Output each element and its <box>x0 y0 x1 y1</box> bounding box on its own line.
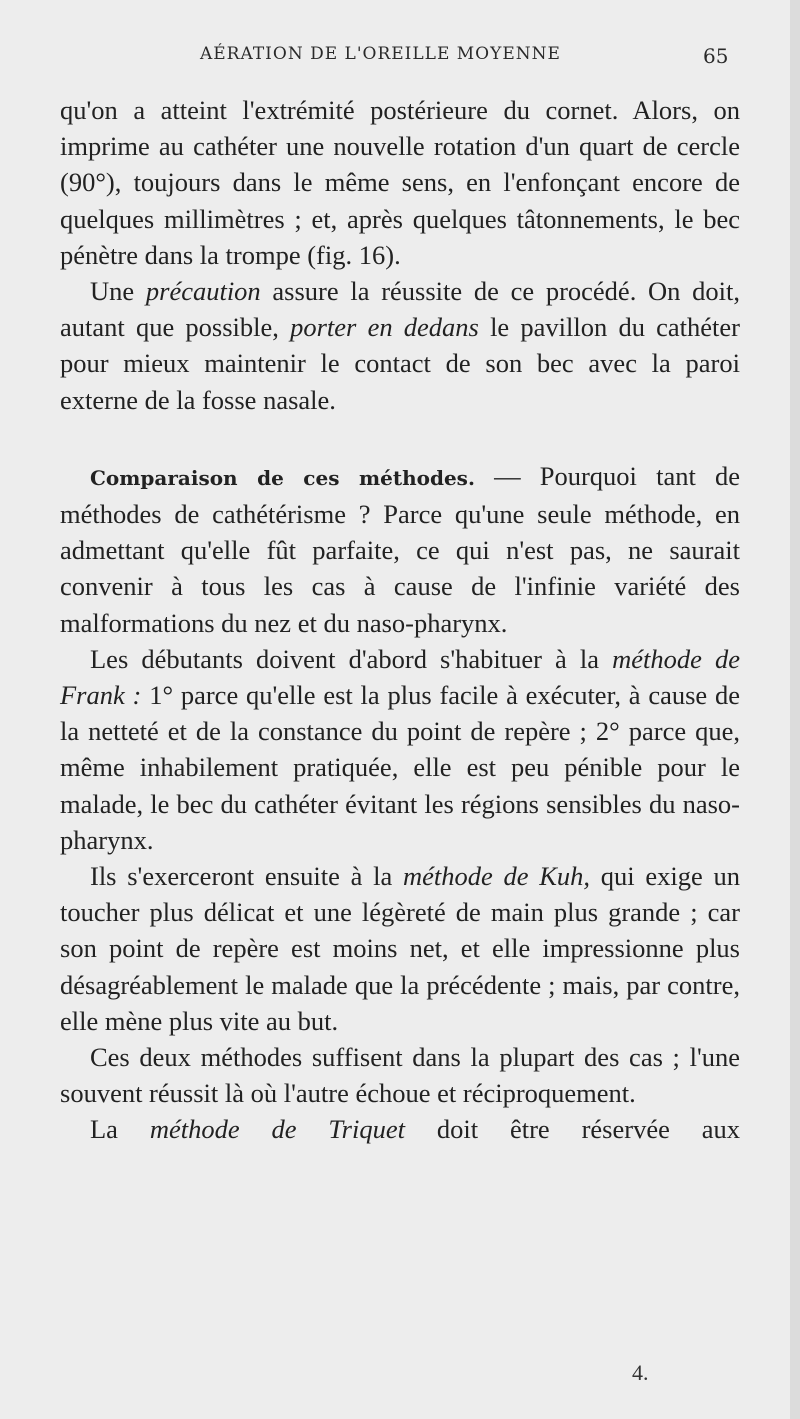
paragraph-1: qu'on a atteint l'extrémité postérieure du cornet. Alors, on imprime au cathéter une nouvelle rotation d'un quart de cercle (90°), toujours dans le même sens, en l'enfonçant encore de quelques millimètres ; et, après quelques tâtonnements, le bec pénètre dans la trompe (fig. 16). <box>60 95 740 270</box>
text-run: 1° parce qu'elle est la plus facile à exécuter, à cause de la netteté et de la constance du point de repère ; 2° parce que, même inhabilement pratiquée, elle est peu pénible pour le malade, le bec du cathéter évitant les régions sensibles du naso-pharynx. <box>60 680 740 855</box>
text-run: qui exige un toucher plus délicat et une légèreté de main plus grande ; car son point de repère est moins net, et elle impressionne plus désagréablement le malade que la précédente ; mais, par contre, elle mène plus vite au but. <box>60 861 740 1036</box>
text-run: le pavillon du cathéter pour mieux maintenir le contact de son bec avec la paroi externe de la fosse nasale. <box>60 312 740 415</box>
paragraph-4 <box>60 641 740 858</box>
body-text <box>60 92 740 1148</box>
emphasis: méthode de Kuh, <box>403 861 591 892</box>
emphasis: méthode de Frank : <box>60 643 740 711</box>
text-run: Les débutants doivent d'abord s'habituer à la <box>90 643 613 674</box>
paragraph-3 <box>60 458 740 641</box>
signature-mark: 4. <box>632 1360 649 1385</box>
page-number: 65 <box>703 44 729 68</box>
emphasis: porter en dedans <box>290 312 479 343</box>
text-run: — Pourquoi tant de méthodes de cathétérisme ? Parce qu'une seule méthode, en admettant qu'elle fût parfaite, ce qui n'est pas, ne saurait convenir à tous les cas à cause de l'infinie variété des malformations du nez et du naso-pharynx. <box>60 460 740 638</box>
text-run: doit être réservée aux <box>404 1114 740 1145</box>
section-heading: Comparaison de ces méthodes. <box>90 465 475 490</box>
paragraph-2 <box>60 273 740 418</box>
emphasis: précaution <box>145 276 261 307</box>
paragraph-5 <box>60 858 740 1039</box>
emphasis: méthode de Triquet <box>149 1114 405 1145</box>
paragraph-7 <box>60 1111 740 1147</box>
section-spacer <box>60 418 740 458</box>
text-run: La <box>90 1114 150 1145</box>
paragraph-6: Ces deux méthodes suffisent dans la plupart des cas ; l'une souvent réussit là où l'autre échoue et réciproquement. <box>60 1042 740 1109</box>
text-run: Une <box>90 276 146 307</box>
running-head: AÉRATION DE L'OREILLE MOYENNE <box>200 44 561 64</box>
page-edge <box>790 0 800 1419</box>
text-run: Ils s'exerceront ensuite à la <box>90 861 403 892</box>
text-run: assure la réussite de ce procédé. On doit, autant que possible, <box>60 276 740 343</box>
